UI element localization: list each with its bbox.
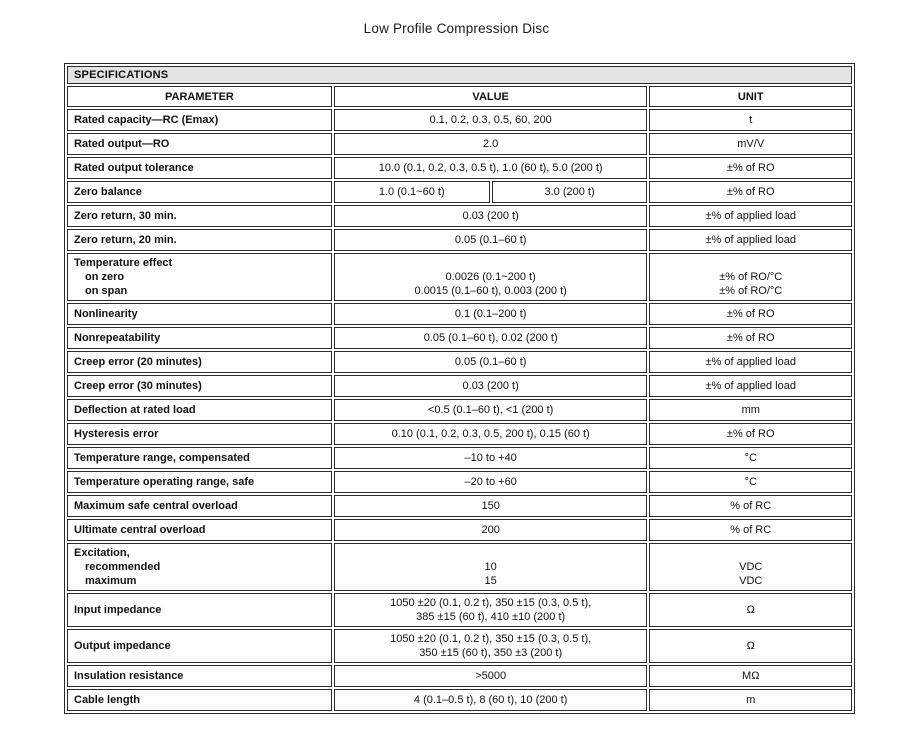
table-row (67, 689, 852, 711)
unit-line: VDC (739, 561, 763, 573)
value-cell: 0.05 (0.1–60 t), 0.02 (200 t) (334, 327, 648, 349)
unit-cell: t (649, 109, 852, 131)
param-cell (67, 253, 332, 301)
spacer-line (341, 256, 641, 270)
param-line: on span (85, 285, 128, 297)
value-cell: 0.05 (0.1–60 t) (334, 351, 648, 373)
param-cell: Nonlinearity (67, 303, 332, 325)
unit-cell: mm (649, 399, 852, 421)
table-row (67, 109, 852, 131)
unit-line: ±% of RO/°C (719, 285, 783, 297)
param-cell: Zero balance (67, 181, 332, 203)
value-line: 0.0026 (0.1~200 t) (445, 271, 536, 283)
column-header-parameter: PARAMETER (67, 86, 332, 107)
table-row (67, 229, 852, 251)
param-cell: Zero return, 20 min. (67, 229, 332, 251)
param-cell: Zero return, 30 min. (67, 205, 332, 227)
value-line: 15 (484, 575, 497, 587)
value-line: 0.0015 (0.1–60 t), 0.003 (200 t) (414, 285, 567, 297)
table-row (67, 133, 852, 155)
value-cell: 0.10 (0.1, 0.2, 0.3, 0.5, 200 t), 0.15 (60 t) (334, 423, 648, 445)
param-cell: Nonrepeatability (67, 327, 332, 349)
table-row-output-impedance (67, 629, 852, 663)
value-cell: >5000 (334, 665, 648, 687)
param-cell: Creep error (30 minutes) (67, 375, 332, 397)
param-cell: Rated capacity—RC (Emax) (67, 109, 332, 131)
value-cell (334, 543, 648, 591)
spacer-line (656, 256, 845, 270)
table-row (67, 375, 852, 397)
param-cell: Insulation resistance (67, 665, 332, 687)
value-line: 1050 ±20 (0.1, 0.2 t), 350 ±15 (0.3, 0.5 t), (390, 597, 592, 609)
unit-cell: °C (649, 471, 852, 493)
param-cell: Input impedance (67, 593, 332, 627)
value-cell: 10.0 (0.1, 0.2, 0.3, 0.5 t), 1.0 (60 t), 5.0 (200 t) (334, 157, 648, 179)
table-row (67, 423, 852, 445)
value-cell: 2.0 (334, 133, 648, 155)
table-row (67, 471, 852, 493)
param-line: on zero (85, 271, 125, 283)
value-cell: –20 to +60 (334, 471, 648, 493)
value-cell: 0.03 (200 t) (334, 375, 648, 397)
value-cell (334, 593, 648, 627)
value-cell: <0.5 (0.1–60 t), <1 (200 t) (334, 399, 648, 421)
value-cell: –10 to +40 (334, 447, 648, 469)
unit-line: VDC (739, 575, 763, 587)
unit-cell: ±% of applied load (649, 229, 852, 251)
unit-cell: ±% of RO (649, 181, 852, 203)
param-cell: Temperature operating range, safe (67, 471, 332, 493)
unit-cell: ±% of RO (649, 327, 852, 349)
param-cell: Ultimate central overload (67, 519, 332, 541)
table-row-zero-balance (67, 181, 852, 203)
unit-cell: mV/V (649, 133, 852, 155)
value-line: 1050 ±20 (0.1, 0.2 t), 350 ±15 (0.3, 0.5 t), (390, 633, 592, 645)
table-row (67, 157, 852, 179)
unit-cell: % of RC (649, 519, 852, 541)
value-cell (334, 253, 648, 301)
value-cell-right: 3.0 (200 t) (492, 181, 648, 203)
value-line: 385 ±15 (60 t), 410 ±10 (200 t) (416, 611, 566, 623)
table-row (67, 303, 852, 325)
param-cell: Hysteresis error (67, 423, 332, 445)
table-row (67, 495, 852, 517)
table-row (67, 205, 852, 227)
param-cell: Maximum safe central overload (67, 495, 332, 517)
table-row-temperature-effect (67, 253, 852, 301)
param-cell: Cable length (67, 689, 332, 711)
param-line: Temperature effect (74, 257, 173, 269)
unit-cell: ±% of applied load (649, 375, 852, 397)
unit-cell: MΩ (649, 665, 852, 687)
spacer-line (656, 546, 845, 560)
column-header-row (67, 86, 852, 107)
param-cell: Temperature range, compensated (67, 447, 332, 469)
table-row (67, 665, 852, 687)
value-cell: 0.1, 0.2, 0.3, 0.5, 60, 200 (334, 109, 648, 131)
param-cell: Rated output tolerance (67, 157, 332, 179)
param-cell: Creep error (20 minutes) (67, 351, 332, 373)
param-cell: Rated output—RO (67, 133, 332, 155)
value-cell-left: 1.0 (0.1~60 t) (334, 181, 490, 203)
unit-cell: ±% of RO (649, 423, 852, 445)
table-row (67, 447, 852, 469)
unit-cell: ±% of applied load (649, 351, 852, 373)
unit-line: ±% of RO/°C (719, 271, 783, 283)
unit-cell: % of RC (649, 495, 852, 517)
unit-cell (649, 543, 852, 591)
table-row (67, 519, 852, 541)
value-line: 10 (484, 561, 497, 573)
unit-cell: m (649, 689, 852, 711)
value-cell: 0.05 (0.1–60 t) (334, 229, 648, 251)
param-cell: Deflection at rated load (67, 399, 332, 421)
table-row (67, 399, 852, 421)
param-cell (67, 543, 332, 591)
param-line: maximum (85, 575, 137, 587)
unit-cell: ±% of RO (649, 157, 852, 179)
table-header-row (67, 66, 852, 84)
table-row-excitation (67, 543, 852, 591)
param-line: recommended (85, 561, 161, 573)
value-cell (334, 629, 648, 663)
spacer-line (341, 546, 641, 560)
unit-cell: ±% of applied load (649, 205, 852, 227)
value-cell: 4 (0.1–0.5 t), 8 (60 t), 10 (200 t) (334, 689, 648, 711)
table-row-input-impedance (67, 593, 852, 627)
unit-cell: Ω (649, 629, 852, 663)
value-cell: 200 (334, 519, 648, 541)
value-line: 350 ±15 (60 t), 350 ±3 (200 t) (419, 647, 563, 659)
column-header-value: VALUE (334, 86, 648, 107)
unit-cell: °C (649, 447, 852, 469)
table-row (67, 351, 852, 373)
specifications-header: SPECIFICATIONS (67, 66, 852, 84)
unit-cell (649, 253, 852, 301)
page-title: Low Profile Compression Disc (363, 21, 550, 36)
specifications-section (64, 63, 855, 714)
unit-cell: Ω (649, 593, 852, 627)
table-row (67, 327, 852, 349)
value-cell: 0.03 (200 t) (334, 205, 648, 227)
value-cell: 150 (334, 495, 648, 517)
column-header-unit: UNIT (649, 86, 852, 107)
value-cell: 0.1 (0.1–200 t) (334, 303, 648, 325)
spec-table (64, 63, 855, 714)
param-cell: Output impedance (67, 629, 332, 663)
unit-cell: ±% of RO (649, 303, 852, 325)
param-line: Excitation, (74, 547, 130, 559)
